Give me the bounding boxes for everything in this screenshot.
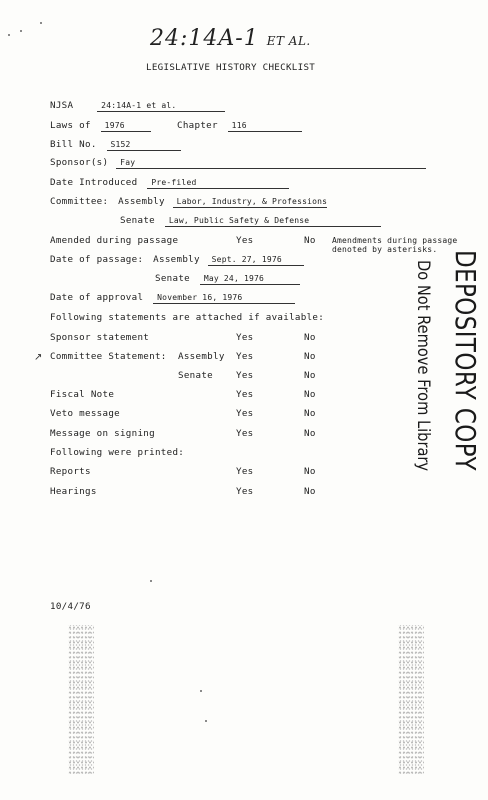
amended-note-line-1: Amendments during passage bbox=[332, 236, 458, 245]
footer-date: 10/4/76 bbox=[50, 601, 91, 612]
page-title: LEGISLATIVE HISTORY CHECKLIST bbox=[146, 62, 316, 73]
approval-value: November 16, 1976 bbox=[153, 293, 295, 304]
hearings-yes: Yes bbox=[236, 486, 254, 497]
stamp-sub-text: Do Not Remove From Library bbox=[413, 260, 433, 472]
date-introduced-label: Date Introduced bbox=[50, 177, 138, 188]
chapter-label: Chapter bbox=[177, 120, 218, 131]
njsa-label: NJSA bbox=[50, 100, 74, 111]
committee-statement-senate-yes: Yes bbox=[236, 370, 254, 381]
handwritten-number: 24:14A-1 bbox=[150, 26, 259, 51]
passage-senate-label: Senate bbox=[155, 273, 190, 284]
amended-label: Amended during passage bbox=[50, 235, 179, 246]
committee-statement-assembly-label: Assembly bbox=[178, 351, 225, 362]
printed-heading: Following were printed: bbox=[50, 447, 185, 458]
scan-speck bbox=[205, 720, 207, 722]
committee-statement-senate-no: No bbox=[304, 370, 316, 381]
laws-row bbox=[50, 120, 151, 132]
amended-yes: Yes bbox=[236, 235, 254, 246]
amended-no: No bbox=[304, 235, 316, 246]
veto-message-label: Veto message bbox=[50, 408, 120, 419]
margin-arrow-mark: ↗ bbox=[34, 352, 43, 363]
laws-of-label: Laws of bbox=[50, 120, 91, 131]
committee-senate-label: Senate bbox=[120, 215, 155, 226]
passage-senate-row bbox=[155, 273, 300, 285]
date-introduced-row bbox=[50, 177, 289, 189]
reports-yes: Yes bbox=[236, 466, 254, 477]
fiscal-note-label: Fiscal Note bbox=[50, 389, 115, 400]
bill-row bbox=[50, 139, 181, 151]
hearings-no: No bbox=[304, 486, 316, 497]
committee-label: Committee: bbox=[50, 196, 109, 207]
reports-no: No bbox=[304, 466, 316, 477]
laws-of-value: 1976 bbox=[101, 121, 151, 132]
date-introduced-value: Pre-filed bbox=[147, 178, 289, 189]
passage-assembly-row bbox=[50, 254, 304, 266]
scan-speck bbox=[40, 22, 42, 24]
committee-assembly-row bbox=[50, 196, 327, 208]
bill-no-label: Bill No. bbox=[50, 139, 97, 150]
committee-statement-label: Committee Statement: bbox=[50, 351, 167, 362]
sponsor-value: Fay bbox=[116, 158, 426, 169]
veto-message-no: No bbox=[304, 408, 316, 419]
committee-senate-row bbox=[120, 215, 381, 227]
njsa-row bbox=[50, 100, 225, 112]
stamp-main-text: DEPOSITORY COPY bbox=[449, 250, 482, 471]
committee-senate-value: Law, Public Safety & Defense bbox=[165, 216, 381, 227]
message-on-signing-yes: Yes bbox=[236, 428, 254, 439]
depository-stamp bbox=[390, 250, 482, 500]
hearings-label: Hearings bbox=[50, 486, 97, 497]
chapter-value: 116 bbox=[228, 121, 302, 132]
amended-note-line-2: denoted by asterisks. bbox=[332, 245, 438, 254]
committee-assembly-label: Assembly bbox=[118, 196, 165, 207]
fiscal-note-yes: Yes bbox=[236, 389, 254, 400]
passage-assembly-label: Assembly bbox=[153, 254, 200, 265]
scan-speck bbox=[20, 30, 22, 32]
scan-speck bbox=[8, 34, 10, 36]
passage-senate-value: May 24, 1976 bbox=[200, 274, 300, 285]
sponsor-label: Sponsor(s) bbox=[50, 157, 109, 168]
message-on-signing-no: No bbox=[304, 428, 316, 439]
approval-row bbox=[50, 292, 295, 304]
passage-assembly-value: Sept. 27, 1976 bbox=[208, 255, 304, 266]
chapter-row bbox=[177, 120, 302, 132]
scan-noise-right bbox=[398, 625, 424, 775]
handwritten-suffix: ET AL. bbox=[266, 34, 311, 48]
committee-statement-assembly-yes: Yes bbox=[236, 351, 254, 362]
bill-no-value: S152 bbox=[107, 140, 181, 151]
approval-label: Date of approval bbox=[50, 292, 144, 303]
sponsor-statement-yes: Yes bbox=[236, 332, 254, 343]
sponsor-statement-no: No bbox=[304, 332, 316, 343]
reports-label: Reports bbox=[50, 466, 91, 477]
message-on-signing-label: Message on signing bbox=[50, 428, 155, 439]
sponsor-row bbox=[50, 157, 426, 169]
fiscal-note-no: No bbox=[304, 389, 316, 400]
scan-noise-left bbox=[68, 625, 94, 775]
veto-message-yes: Yes bbox=[236, 408, 254, 419]
scan-speck bbox=[150, 580, 152, 582]
committee-statement-senate-label: Senate bbox=[178, 370, 213, 381]
statements-heading: Following statements are attached if available: bbox=[50, 312, 325, 323]
passage-label: Date of passage: bbox=[50, 254, 144, 265]
handwritten-heading bbox=[150, 26, 311, 51]
sponsor-statement-label: Sponsor statement bbox=[50, 332, 150, 343]
njsa-value: 24:14A-1 et al. bbox=[97, 101, 225, 112]
scan-speck bbox=[200, 690, 202, 692]
committee-statement-assembly-no: No bbox=[304, 351, 316, 362]
committee-assembly-value: Labor, Industry, & Professions bbox=[173, 197, 327, 208]
